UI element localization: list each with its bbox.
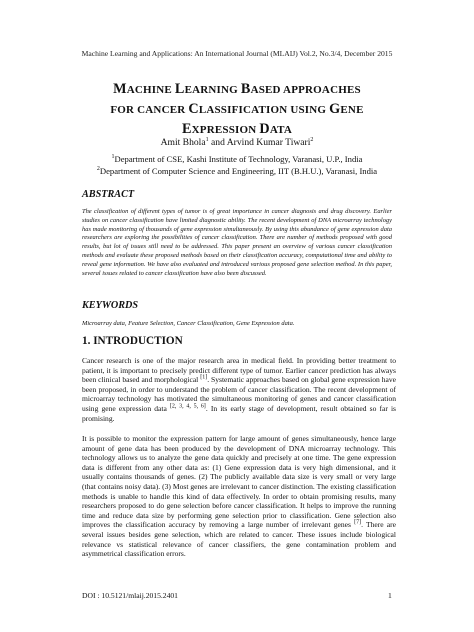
citation: [7]: [354, 519, 362, 526]
intro-paragraph-2: It is possible to monitor the expression pattern for large amount of genes simultaneously, hence large amount of gene data has been produced by the development of DNA microarray technology. This technology allows us to analyze the gene data quickly and precisely at one time. The gene expression data is different from any other data as: (1) Gene expression data is very high dimensional, and it usually contains thousands of genes. (2) The publicly available data size is very small or very large (that contains noisy data). (3) Most genes are irrelevant to cancer distinction. The existing classification methods is unable to handle this kind of data effectively. In order to obtain promising results, many researchers proposed to do gene selection before cancer classification. It helps to improve the running time and reduce data size by performing gene selection prior to classification. Gene selection also improves the classification accuracy by removing a large number of irrelevant genes [7]. There are several issues besides gene selection, which are related to cancer. These issues include biological relevance vs statistical relevance of cancer classifiers, the gene contamination problem and asymmetrical classification errors.: [82, 434, 396, 559]
keywords-body: Microarray data, Feature Selection, Cancer Classification, Gene Expression data.: [82, 320, 295, 327]
abstract-heading: ABSTRACT: [82, 189, 135, 200]
title-line-3: EXPRESSION DATA: [181, 121, 293, 137]
title-line-1: MACHINE LEARNING BASED APPROACHES: [113, 81, 361, 97]
abstract-body: The classification of different types of tumor is of great importance in cancer diagnosis and drug discovery. Earlier studies on cancer classification have limited diagnostic ability. The recent development of DNA microarray technology has made monitoring of thousands of gene expression simultaneously. By using this abundance of gene expression data researchers are exploring the possibilities of cancer classification. There are number of methods proposed with good results, but lot of issues still need to be addressed. This paper present an overview of various cancer classification methods and evaluate these proposed methods based on their classification accuracy, computational time and ability to reveal gene information. We have also evaluated and introduced various proposed gene selection method. In this paper, several issues related to cancer classification have also been discussed.: [82, 208, 392, 277]
page-number: 1: [388, 591, 392, 600]
running-head: Machine Learning and Applications: An International Journal (MLAIJ) Vol.2, No.3/4, December 2015: [81, 49, 393, 58]
paper-title: [40, 80, 434, 140]
affiliation-2: $^2$Department of Computer Science and Engineering, IIT (B.H.U.), Varanasi, India: [96, 166, 378, 176]
author-list: Amit Bhola$^1$ and Arvind Kumar Tiwari$^2$: [160, 136, 314, 148]
citation: [2, 3, 4, 5, 6]: [169, 403, 206, 410]
affiliation-1: $^1$Department of CSE, Kashi Institute of Technology, Varanasi, U.P., India: [111, 154, 363, 164]
author-name: Arvind Kumar Tiwari: [226, 137, 311, 148]
title-line-2: FOR CANCER CLASSIFICATION USING GENE: [110, 101, 364, 117]
doi-footer: DOI : 10.5121/mlaij.2015.2401: [82, 591, 178, 600]
author-name: Amit Bhola: [160, 137, 206, 148]
keywords-heading: KEYWORDS: [82, 300, 139, 311]
introduction-heading: 1. INTRODUCTION: [82, 335, 183, 347]
citation: [1]: [200, 374, 208, 381]
intro-paragraph-1: Cancer research is one of the major research area in medical field. In providing better treatment to patient, it is important to precisely predict different type of tumor. Earlier cancer prediction has always been clinical based and morphological [1]. Systematic approaches based on global gene expression have been proposed, in order to understand the problem of cancer classification. The recent development of microarray technology has motivated the simultaneous monitoring of genes and cancer classification using gene expression data [2, 3, 4, 5, 6]. In its early stage of development, result obtained so far is promising.: [82, 356, 396, 423]
